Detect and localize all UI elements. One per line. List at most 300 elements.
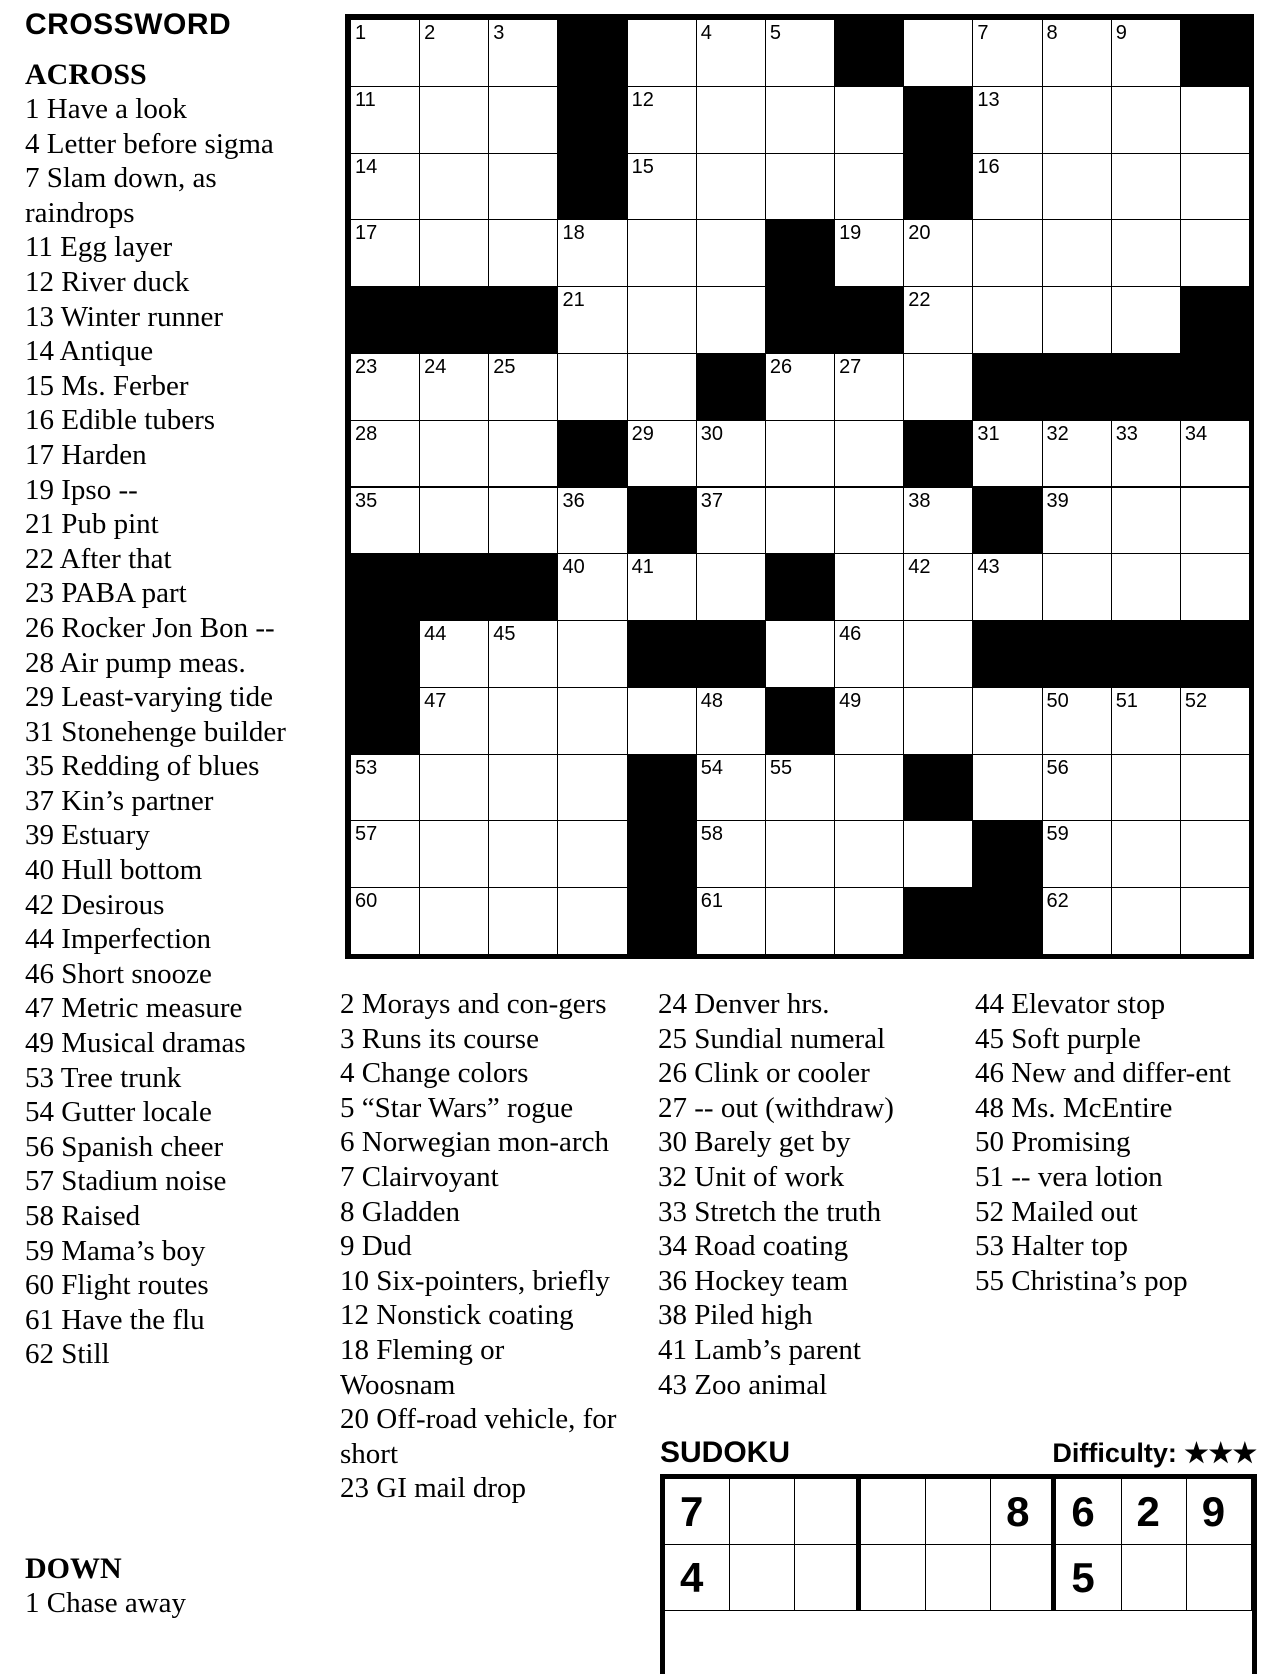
clue-number: 59 <box>1046 823 1069 846</box>
grid-cell[interactable] <box>972 687 1042 755</box>
clue-number: 38 <box>908 489 931 512</box>
grid-cell[interactable] <box>903 286 973 354</box>
grid-cell[interactable] <box>1111 887 1181 955</box>
clue: 56 Spanish cheer <box>25 1130 224 1163</box>
black-square <box>972 353 1042 421</box>
grid-cell[interactable] <box>1111 420 1181 488</box>
grid-cell[interactable] <box>488 353 558 421</box>
clue-number: 15 <box>631 155 654 178</box>
grid-cell[interactable] <box>627 153 697 221</box>
clue-number: 49 <box>839 689 862 712</box>
black-square <box>1180 19 1250 87</box>
grid-cell[interactable] <box>765 153 835 221</box>
black-square <box>834 19 904 87</box>
clue: 48 Ms. McEntire <box>975 1091 1173 1124</box>
clue-number: 19 <box>839 222 862 245</box>
clue: 28 Air pump meas. <box>25 646 246 679</box>
black-square <box>488 553 558 621</box>
grid-cell[interactable] <box>1111 153 1181 221</box>
grid-cell[interactable] <box>1042 887 1112 955</box>
grid-cell[interactable] <box>1042 687 1112 755</box>
sudoku-cell[interactable] <box>861 1479 926 1545</box>
grid-cell[interactable] <box>696 887 766 955</box>
grid-cell[interactable] <box>834 420 904 488</box>
crossword-grid <box>345 14 1254 959</box>
clue-number: 9 <box>1115 22 1127 44</box>
grid-cell[interactable] <box>1042 219 1112 287</box>
clue: 6 Norwegian mon-arch <box>340 1126 609 1159</box>
black-square <box>350 553 420 621</box>
grid-cell[interactable] <box>834 620 904 688</box>
grid-cell[interactable] <box>696 820 766 888</box>
black-square <box>1111 620 1181 688</box>
clue: 23 GI mail drop <box>340 1472 527 1505</box>
grid-cell[interactable] <box>1111 19 1181 87</box>
grid-cell[interactable] <box>419 420 489 488</box>
grid-cell[interactable] <box>488 687 558 755</box>
grid-cell[interactable] <box>627 86 697 154</box>
clue: 1 Chase away <box>25 1587 187 1619</box>
clue-number: 22 <box>908 289 931 312</box>
clue: 45 Soft purple <box>975 1022 1141 1055</box>
grid-cell[interactable] <box>765 820 835 888</box>
black-square <box>1042 620 1112 688</box>
grid-cell[interactable] <box>972 86 1042 154</box>
grid-cell[interactable] <box>350 487 420 555</box>
grid-cell[interactable] <box>696 19 766 87</box>
across-heading: ACROSS <box>25 58 147 91</box>
clue: 25 Sundial numeral <box>658 1022 886 1055</box>
clue-number: 3 <box>493 22 505 44</box>
clue: 22 After that <box>25 542 172 575</box>
clue-number: 8 <box>1046 22 1058 44</box>
grid-cell[interactable] <box>419 19 489 87</box>
grid-cell[interactable] <box>1180 487 1250 555</box>
grid-cell[interactable] <box>557 487 627 555</box>
grid-cell[interactable] <box>1180 219 1250 287</box>
grid-cell[interactable] <box>834 153 904 221</box>
clue-number: 57 <box>355 823 378 846</box>
grid-cell[interactable] <box>1042 286 1112 354</box>
clue-number: 17 <box>355 222 378 245</box>
sudoku-cell[interactable] <box>1187 1545 1252 1611</box>
grid-cell[interactable] <box>696 487 766 555</box>
clue: 2 Morays and con-gers <box>340 988 607 1020</box>
clue: 53 Halter top <box>975 1230 1129 1263</box>
clue: 39 Estuary <box>25 819 150 852</box>
grid-cell[interactable] <box>488 219 558 287</box>
clue: 37 Kin’s partner <box>25 784 214 817</box>
grid-cell[interactable] <box>1111 687 1181 755</box>
clue-number: 46 <box>839 623 862 646</box>
grid-cell[interactable] <box>557 286 627 354</box>
clue: 12 River duck <box>25 265 190 298</box>
grid-cell[interactable] <box>419 620 489 688</box>
down-heading: DOWN <box>25 1552 122 1585</box>
grid-cell[interactable] <box>972 553 1042 621</box>
clue-number: 36 <box>562 489 585 512</box>
grid-cell[interactable] <box>903 553 973 621</box>
black-square <box>488 286 558 354</box>
sudoku-cell[interactable]: 6 <box>1056 1479 1121 1545</box>
grid-cell[interactable] <box>834 353 904 421</box>
grid-cell[interactable] <box>488 820 558 888</box>
clue: 38 Piled high <box>658 1299 813 1332</box>
clue-number: 30 <box>700 422 724 445</box>
grid-cell[interactable] <box>488 487 558 555</box>
black-square <box>1180 353 1250 421</box>
grid-cell[interactable] <box>627 553 697 621</box>
clue-number: 37 <box>700 489 724 512</box>
grid-cell[interactable] <box>419 887 489 955</box>
grid-cell[interactable] <box>696 553 766 621</box>
grid-cell[interactable] <box>557 219 627 287</box>
black-square <box>903 153 973 221</box>
grid-cell[interactable] <box>765 86 835 154</box>
clue-number: 5 <box>769 22 782 44</box>
clue-number: 61 <box>700 890 724 913</box>
grid-cell[interactable] <box>834 487 904 555</box>
sudoku-cell[interactable] <box>795 1545 860 1611</box>
grid-cell[interactable] <box>1111 219 1181 287</box>
black-square <box>1111 353 1181 421</box>
grid-cell[interactable] <box>696 286 766 354</box>
sudoku-title: SUDOKU <box>660 1436 791 1469</box>
grid-cell[interactable] <box>557 620 627 688</box>
clue-number: 25 <box>493 355 516 378</box>
clue: 51 -- vera lotion <box>975 1160 1163 1193</box>
grid-cell[interactable] <box>696 687 766 755</box>
clue: 59 Mama’s boy <box>25 1234 206 1267</box>
clue: 12 Nonstick coating <box>340 1299 574 1332</box>
grid-cell[interactable] <box>696 153 766 221</box>
black-square <box>903 420 973 488</box>
black-square <box>972 887 1042 955</box>
clue-number: 35 <box>355 489 378 512</box>
clue-number: 43 <box>977 556 1000 579</box>
grid-cell[interactable] <box>765 353 835 421</box>
black-square <box>627 620 697 688</box>
clue: 3 Runs its course <box>340 1022 539 1055</box>
grid-cell[interactable] <box>903 219 973 287</box>
grid-cell[interactable] <box>1180 687 1250 755</box>
clue: 57 Stadium noise <box>25 1165 227 1198</box>
grid-cell[interactable] <box>1042 820 1112 888</box>
sudoku-cell[interactable] <box>795 1479 860 1545</box>
black-square <box>419 553 489 621</box>
clue: 44 Imperfection <box>25 923 212 956</box>
clue-number: 34 <box>1184 422 1208 445</box>
grid-cell[interactable] <box>627 353 697 421</box>
clue-number: 21 <box>562 289 585 312</box>
clue-number: 39 <box>1046 489 1069 512</box>
clue: 18 Fleming or Woosnam <box>340 1333 505 1401</box>
clue-number: 29 <box>631 422 654 445</box>
grid-cell[interactable] <box>488 420 558 488</box>
clue-number: 11 <box>355 88 376 111</box>
sudoku-cell[interactable]: 8 <box>991 1479 1056 1545</box>
sudoku-cell[interactable] <box>861 1545 926 1611</box>
clue: 31 Stonehenge builder <box>25 715 286 748</box>
clue-number: 58 <box>700 823 724 846</box>
grid-cell[interactable] <box>350 420 420 488</box>
grid-cell[interactable] <box>557 820 627 888</box>
grid-cell[interactable] <box>557 353 627 421</box>
clue: 8 Gladden <box>340 1195 460 1228</box>
clue: 36 Hockey team <box>658 1264 849 1297</box>
grid-cell[interactable] <box>903 487 973 555</box>
grid-cell[interactable] <box>972 286 1042 354</box>
grid-cell[interactable] <box>696 219 766 287</box>
clue: 35 Redding of blues <box>25 750 260 783</box>
sudoku-cell[interactable] <box>926 1545 991 1611</box>
grid-cell[interactable] <box>488 19 558 87</box>
clue: 7 Slam down, as raindrops <box>25 162 217 229</box>
clue: 4 Letter before sigma <box>25 127 274 160</box>
grid-cell[interactable] <box>350 820 420 888</box>
grid-cell[interactable] <box>557 553 627 621</box>
black-square <box>834 286 904 354</box>
grid-cell[interactable] <box>1180 754 1250 822</box>
grid-cell[interactable] <box>1042 487 1112 555</box>
grid-cell[interactable] <box>765 620 835 688</box>
clue: 53 Tree trunk <box>25 1061 182 1094</box>
clue: 23 PABA part <box>25 577 187 610</box>
clue: 61 Have the flu <box>25 1303 205 1336</box>
grid-cell[interactable] <box>419 754 489 822</box>
grid-cell[interactable] <box>903 820 973 888</box>
grid-cell[interactable] <box>765 754 835 822</box>
grid-cell[interactable] <box>557 887 627 955</box>
grid-cell[interactable] <box>419 687 489 755</box>
black-square <box>972 620 1042 688</box>
clue-number: 60 <box>355 890 378 913</box>
across-clues <box>25 58 320 1372</box>
clue: 1 Have a look <box>25 93 187 125</box>
clue-number: 13 <box>977 88 1000 111</box>
grid-cell[interactable] <box>627 687 697 755</box>
sudoku-cell[interactable]: 7 <box>665 1479 730 1545</box>
black-square <box>903 86 973 154</box>
grid-cell[interactable] <box>350 353 420 421</box>
clue: 29 Least-varying tide <box>25 681 274 714</box>
black-square <box>972 820 1042 888</box>
sudoku-cell[interactable]: 4 <box>665 1545 730 1611</box>
grid-cell[interactable] <box>972 153 1042 221</box>
clue-number: 47 <box>424 689 447 712</box>
grid-cell[interactable] <box>1180 887 1250 955</box>
black-square <box>972 487 1042 555</box>
clue-number: 48 <box>700 689 724 712</box>
grid-cell[interactable] <box>972 754 1042 822</box>
grid-cell[interactable] <box>903 620 973 688</box>
grid-cell[interactable] <box>350 887 420 955</box>
black-square <box>419 286 489 354</box>
sudoku-cell[interactable] <box>730 1479 795 1545</box>
grid-cell[interactable] <box>1180 153 1250 221</box>
clue-number: 50 <box>1046 689 1069 712</box>
grid-cell[interactable] <box>419 219 489 287</box>
clue-number: 20 <box>908 222 931 245</box>
grid-cell[interactable] <box>488 153 558 221</box>
clue: 26 Clink or cooler <box>658 1057 870 1090</box>
clue: 44 Elevator stop <box>975 988 1166 1020</box>
grid-cell[interactable] <box>627 219 697 287</box>
grid-cell[interactable] <box>834 219 904 287</box>
clue: 5 “Star Wars” rogue <box>340 1091 574 1124</box>
clue-number: 4 <box>700 22 712 44</box>
grid-cell[interactable] <box>834 754 904 822</box>
grid-cell[interactable] <box>834 553 904 621</box>
grid-cell[interactable] <box>1180 820 1250 888</box>
grid-cell[interactable] <box>1111 286 1181 354</box>
clue: 9 Dud <box>340 1230 412 1263</box>
grid-cell[interactable] <box>834 820 904 888</box>
grid-cell[interactable] <box>972 219 1042 287</box>
black-square <box>1042 353 1112 421</box>
grid-cell[interactable] <box>1042 420 1112 488</box>
grid-cell[interactable] <box>1180 553 1250 621</box>
grid-cell[interactable] <box>1042 553 1112 621</box>
sudoku-cell[interactable] <box>730 1545 795 1611</box>
grid-cell[interactable] <box>696 420 766 488</box>
grid-cell[interactable] <box>1180 420 1250 488</box>
grid-cell[interactable] <box>627 19 697 87</box>
grid-cell[interactable] <box>834 86 904 154</box>
grid-cell[interactable] <box>903 687 973 755</box>
clue-number: 32 <box>1046 422 1069 445</box>
grid-cell[interactable] <box>1111 820 1181 888</box>
black-square <box>903 887 973 955</box>
sudoku-cell[interactable] <box>1122 1545 1187 1611</box>
black-square <box>627 820 697 888</box>
clue-number: 31 <box>977 422 1000 445</box>
sudoku-cell[interactable]: 2 <box>1122 1479 1187 1545</box>
sudoku-cell[interactable] <box>991 1545 1056 1611</box>
grid-cell[interactable] <box>834 687 904 755</box>
grid-cell[interactable] <box>419 86 489 154</box>
sudoku-cell[interactable] <box>926 1479 991 1545</box>
black-square <box>627 887 697 955</box>
grid-cell[interactable] <box>1180 86 1250 154</box>
clue: 10 Six-pointers, briefly <box>340 1264 610 1297</box>
clue-number: 26 <box>769 355 793 378</box>
grid-cell[interactable] <box>350 86 420 154</box>
clue: 26 Rocker Jon Bon -- <box>25 611 275 644</box>
down-clues-col2 <box>340 987 625 1506</box>
grid-cell[interactable] <box>350 219 420 287</box>
clue: 30 Barely get by <box>658 1126 851 1159</box>
grid-cell[interactable] <box>1042 754 1112 822</box>
grid-cell[interactable] <box>765 887 835 955</box>
grid-cell[interactable] <box>1111 553 1181 621</box>
grid-cell[interactable] <box>557 687 627 755</box>
sudoku-cell[interactable]: 5 <box>1056 1545 1121 1611</box>
grid-cell[interactable] <box>350 754 420 822</box>
clue: 4 Change colors <box>340 1057 529 1090</box>
down-clues-col1 <box>25 1552 320 1621</box>
black-square <box>1180 286 1250 354</box>
clue: 40 Hull bottom <box>25 854 203 887</box>
grid-cell[interactable] <box>488 86 558 154</box>
clue: 41 Lamb’s parent <box>658 1333 861 1366</box>
grid-cell[interactable] <box>903 19 973 87</box>
grid-cell[interactable] <box>488 620 558 688</box>
grid-cell[interactable] <box>1111 86 1181 154</box>
grid-cell[interactable] <box>1111 487 1181 555</box>
grid-cell[interactable] <box>765 420 835 488</box>
grid-cell[interactable] <box>488 754 558 822</box>
clue: 34 Road coating <box>658 1230 849 1263</box>
clue-number: 56 <box>1046 756 1069 779</box>
grid-cell[interactable] <box>972 420 1042 488</box>
black-square <box>350 687 420 755</box>
grid-cell[interactable] <box>765 487 835 555</box>
black-square <box>350 620 420 688</box>
grid-cell[interactable] <box>696 754 766 822</box>
grid-cell[interactable] <box>834 887 904 955</box>
down-clues-col4 <box>975 987 1260 1298</box>
black-square <box>627 487 697 555</box>
sudoku-grid <box>660 1474 1257 1674</box>
black-square <box>765 286 835 354</box>
grid-cell[interactable] <box>419 353 489 421</box>
grid-cell[interactable] <box>350 19 420 87</box>
clue-number: 55 <box>769 756 793 779</box>
clue-number: 41 <box>631 556 654 579</box>
grid-cell[interactable] <box>350 153 420 221</box>
grid-cell[interactable] <box>419 153 489 221</box>
grid-cell[interactable] <box>696 86 766 154</box>
grid-cell[interactable] <box>627 420 697 488</box>
clue: 60 Flight routes <box>25 1269 209 1302</box>
grid-cell[interactable] <box>1042 86 1112 154</box>
clue: 42 Desirous <box>25 888 165 921</box>
grid-cell[interactable] <box>903 353 973 421</box>
clue: 58 Raised <box>25 1200 141 1232</box>
grid-cell[interactable] <box>972 19 1042 87</box>
clue-number: 42 <box>908 556 931 579</box>
down-clues-col3 <box>658 987 943 1402</box>
clue: 33 Stretch the truth <box>658 1195 882 1228</box>
black-square <box>557 420 627 488</box>
grid-cell[interactable] <box>557 754 627 822</box>
clue: 46 New and differ-ent <box>975 1057 1231 1090</box>
clue: 15 Ms. Ferber <box>25 369 189 402</box>
clue: 14 Antique <box>25 335 154 368</box>
black-square <box>696 353 766 421</box>
grid-cell[interactable] <box>419 820 489 888</box>
clue-number: 44 <box>424 623 447 646</box>
grid-cell[interactable] <box>627 286 697 354</box>
clue: 43 Zoo animal <box>658 1368 828 1401</box>
clue-number: 33 <box>1115 422 1138 445</box>
clue-number: 52 <box>1184 689 1208 712</box>
sudoku-cell[interactable]: 9 <box>1187 1479 1252 1545</box>
clue-number: 53 <box>355 756 378 779</box>
grid-cell[interactable] <box>1111 754 1181 822</box>
grid-cell[interactable] <box>1042 153 1112 221</box>
black-square <box>557 86 627 154</box>
grid-cell[interactable] <box>1042 19 1112 87</box>
clue: 50 Promising <box>975 1126 1131 1159</box>
clue: 16 Edible tubers <box>25 404 216 437</box>
black-square <box>696 620 766 688</box>
grid-cell[interactable] <box>765 19 835 87</box>
clue: 13 Winter runner <box>25 300 224 333</box>
grid-cell[interactable] <box>488 887 558 955</box>
grid-cell[interactable] <box>419 487 489 555</box>
